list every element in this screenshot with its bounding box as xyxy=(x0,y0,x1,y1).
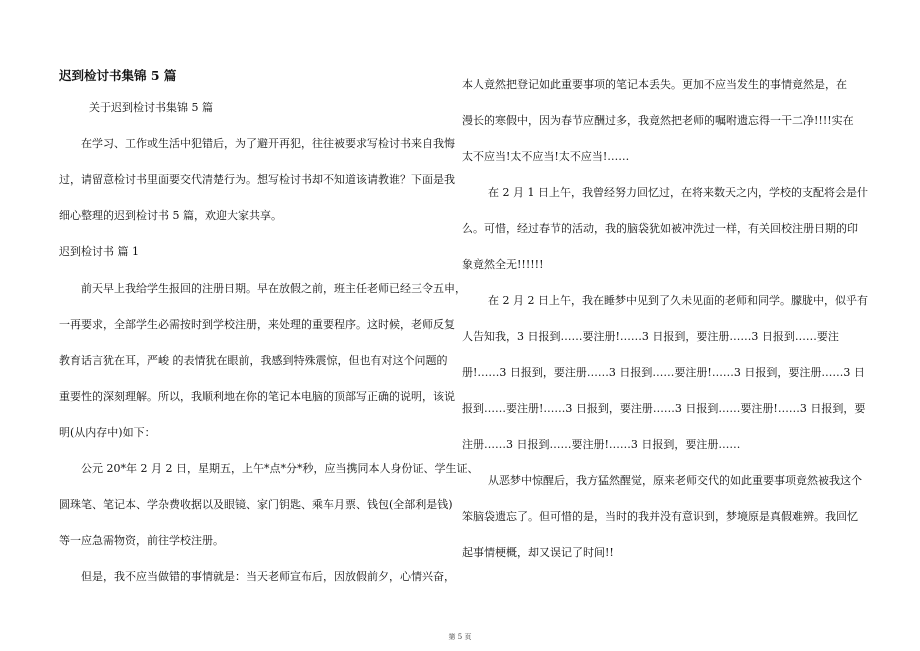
body-line: 册!……3 日报到，要注册……3 日报到……要注册!……3 日报到，要注册……3 日 xyxy=(462,366,865,379)
body-line: 但是，我不应当做错的事情就是：当天老师宣布后，因放假前夕，心情兴奋， xyxy=(81,570,455,583)
intro-line: 在学习、工作或生活中犯错后，为了避开再犯，往往被要求写检讨书来自我悔 xyxy=(81,137,455,150)
body-line: 从恶梦中惊醒后，我方猛然醒觉，原来老师交代的如此重要事项竟然被我这个 xyxy=(488,474,862,487)
body-line: 报到……要注册!……3 日报到，要注册……3 日报到……要注册!……3 日报到，要 xyxy=(462,402,866,415)
body-line: 么。可惜，经过春节的活动，我的脑袋犹如被冲洗过一样，有关回校注册日期的印 xyxy=(462,222,858,235)
body-line: 重要性的深刻理解。所以，我顺利地在你的笔记本电脑的顶部写正确的说明，该说 xyxy=(59,390,455,403)
document-subtitle: 关于迟到检讨书集锦 5 篇 xyxy=(89,101,213,114)
body-line: 在 2 月 1 日上午，我曾经努力回忆过，在将来数天之内，学校的支配将会是什 xyxy=(488,186,868,199)
page-footer: 第 5 页 xyxy=(448,633,472,641)
body-line: 等一应急需物资，前往学校注册。 xyxy=(59,534,224,547)
body-line: 本人竟然把登记如此重要事项的笔记本丢失。更加不应当发生的事情竟然是，在 xyxy=(462,78,847,91)
body-line: 太不应当!太不应当!太不应当!…… xyxy=(462,150,630,163)
body-line: 在 2 月 2 日上午，我在睡梦中见到了久未见面的老师和同学。朦胧中，似乎有 xyxy=(488,294,868,307)
section-heading: 迟到检讨书 篇 1 xyxy=(59,245,139,258)
intro-line: 细心整理的迟到检讨书 5 篇，欢迎大家共享。 xyxy=(59,209,282,222)
body-line: 明(从内存中)如下： xyxy=(59,426,156,439)
body-line: 教育话言犹在耳，严峻 的表情犹在眼前，我感到特殊震惊，但也有对这个问题的 xyxy=(59,354,448,367)
body-line: 人告知我，3 日报到……要注册!……3 日报到，要注册……3 日报到……要注 xyxy=(462,330,839,343)
body-line: 圆珠笔、笔记本、学杂费收据以及眼镜、家门钥匙、乘车月票、钱包(全部利是钱) xyxy=(59,498,453,511)
body-line: 前天早上我给学生报回的注册日期。早在放假之前，班主任老师已经三令五申， xyxy=(81,282,466,295)
body-line: 一再要求，全部学生必需按时到学校注册，来处理的重要程序。这时候，老师反复 xyxy=(59,318,455,331)
body-line: 公元 20*年 2 月 2 日，星期五，上午*点*分*秒，应当携同本人身份证、学生证、 xyxy=(81,462,479,475)
body-line: 起事情梗概，却又误记了时间!! xyxy=(462,546,614,559)
intro-line: 过，请留意检讨书里面要交代清楚行为。想写检讨书却不知道该请教谁？下面是我 xyxy=(59,173,455,186)
body-line: 漫长的寒假中，因为春节应酬过多，我竟然把老师的嘱咐遗忘得一干二净!!!!实在 xyxy=(462,114,854,127)
document-title: 迟到检讨书集锦 5 篇 xyxy=(59,68,177,83)
body-line: 象竟然全无!!!!!! xyxy=(462,258,544,271)
body-line: 注册……3 日报到……要注册!……3 日报到，要注册…… xyxy=(462,438,741,451)
body-line: 笨脑袋遗忘了。但可惜的是，当时的我并没有意识到，梦境原是真假难辨。我回忆 xyxy=(462,510,858,523)
